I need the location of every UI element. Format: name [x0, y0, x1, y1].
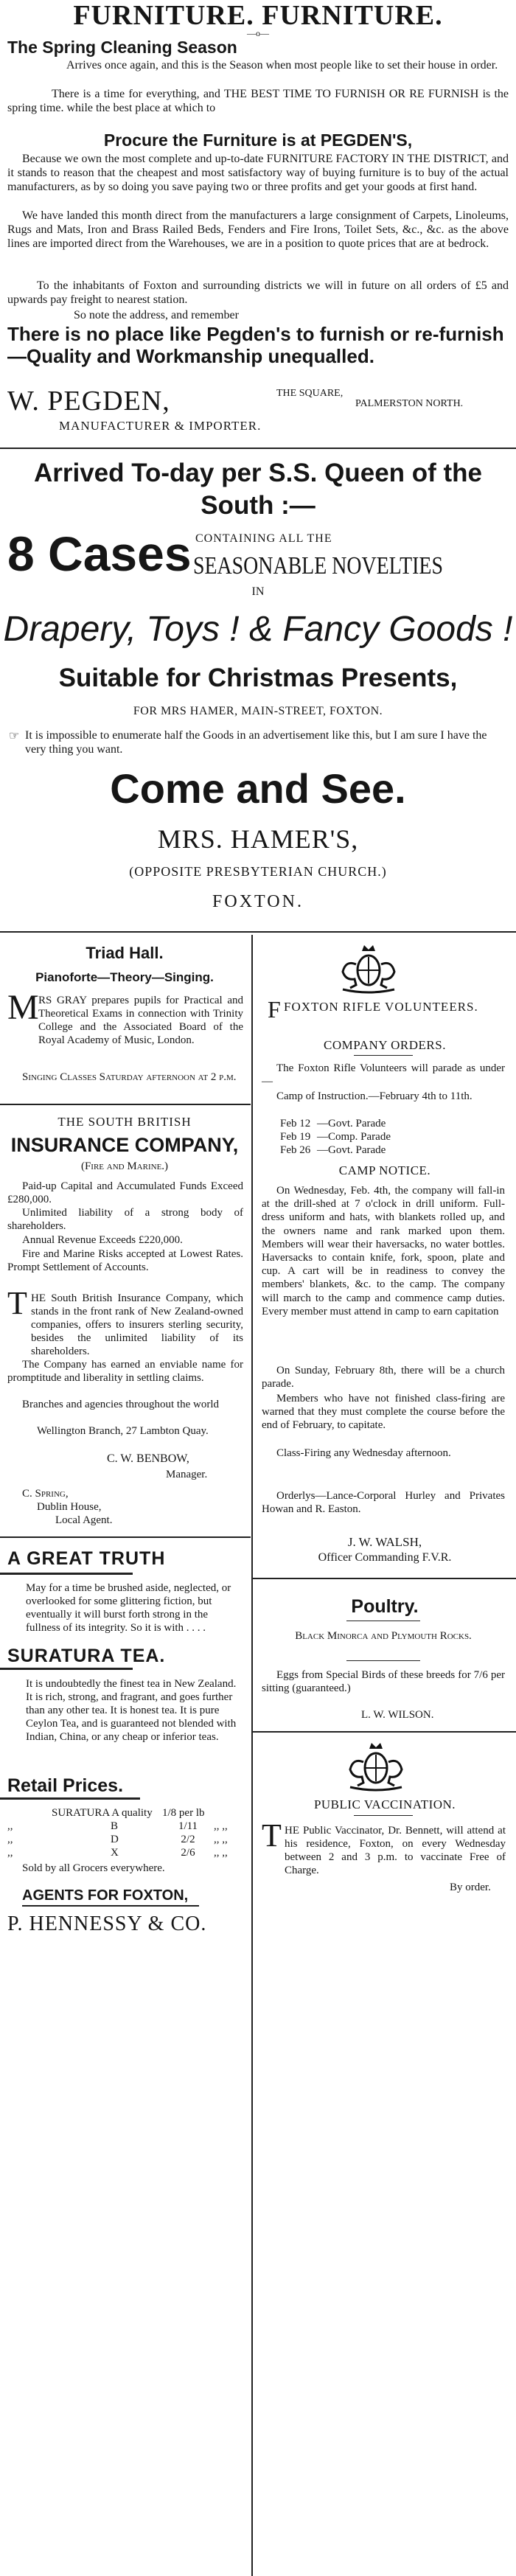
pegden-paragraph-3: Because we own the most complete and up-to-date FURNITURE FACTORY IN THE DISTRICT, and it stands to reason that the cheapest and most satisfactory way of buying furniture is to buy of the actual manufacturers, as by so doing you save paying two or three profits and get your goods at first hand. [7, 153, 509, 193]
tea-retail: Retail Prices. [7, 1775, 124, 1796]
pegden-paragraph-1: Arrives once again, and this is the Season when most people like to set their house in order. [66, 59, 498, 72]
ornament-divider: —o— [247, 28, 269, 38]
hamer-come-and-see: Come and See. [110, 765, 406, 812]
insurance-branch: Wellington Branch, 27 Lambton Quay. [37, 1425, 209, 1437]
price-value: 2/6 [181, 1847, 195, 1859]
rifle-signed: J. W. WALSH, [347, 1535, 422, 1549]
vaccination-body: HE Public Vaccinator, Dr. Bennett, will attend at his residence, Foxton, on every Wednesday between 2 and 3 p.m. to vaccinate Free of Charge. [285, 1825, 506, 1876]
pegden-procure: Procure the Furniture is at PEGDEN'S, [103, 130, 413, 150]
insurance-drop-cap: T [7, 1285, 27, 1321]
poultry-breeds: Black Minorca and Plymouth Rocks. [295, 1630, 472, 1642]
hamer-arrived: Arrived To-day per S.S. Queen of the South :— [33, 459, 483, 520]
pegden-slogan: There is no place like Pegden's to furnish or re-furnish—Quality and Workmanship unequalled. [7, 323, 504, 367]
triad-title: Triad Hall. [86, 944, 164, 962]
ditto-mark: ,, ,, [214, 1847, 228, 1859]
price-name: D [111, 1834, 119, 1845]
divider [0, 448, 516, 449]
insurance-p7: Branches and agencies throughout the world [22, 1399, 220, 1410]
price-row [7, 1833, 243, 1846]
tea-agents: AGENTS FOR FOXTON, [22, 1887, 189, 1904]
rifle-notice-2: On Sunday, February 8th, there will be a church parade. [262, 1365, 505, 1390]
hamer-name: MRS. HAMER'S, [157, 824, 359, 854]
hamer-town: FOXTON. [212, 892, 304, 911]
rifle-notice-3: Members who have not finished class-firing are warned that they must complete the course before the end of February, to capitate. [262, 1393, 505, 1431]
pegden-paragraph-6: So note the address, and remember [74, 309, 239, 321]
insurance-company-line2: INSURANCE COMPANY, [10, 1134, 239, 1156]
insurance-agent-name: C. Spring, [22, 1488, 69, 1500]
pegden-paragraph-4: We have landed this month direct from the manufacturers a large consignment of Carpets, Linoleums, Rugs and Mats, Iron and Brass Railed Beds, Fenders and Fire Irons, Toilet Sets, &c., &c. as the above lines are imported direct from the Warehouses, we are in a position to quote prices that are at bedrock. [7, 209, 509, 250]
divider [354, 1815, 413, 1816]
pegden-subhead: The Spring Cleaning Season [7, 38, 237, 57]
insurance-p1: Paid-up Capital and Accumulated Funds Exceed £280,000. [7, 1180, 243, 1205]
insurance-agent-place: Dublin House, [37, 1501, 102, 1513]
insurance-manager-title: Manager. [166, 1469, 208, 1480]
price-row [7, 1806, 243, 1820]
price-name: SURATURA A quality [52, 1807, 153, 1819]
tea-truth-body: May for a time be brushed aside, neglected, or overlooked for some glittering fiction, but eventually it will burst forth strong in the fullness of its integrity. So it is with . . . . [26, 1582, 231, 1634]
triad-classes: Singing Classes Saturday afternoon at 2 p.m. [22, 1071, 237, 1083]
rifle-drop-cap: F [268, 996, 281, 1023]
divider [253, 1731, 516, 1733]
underline [22, 1905, 199, 1907]
insurance-manager-name: C. W. BENBOW, [107, 1452, 189, 1465]
price-value: 1/8 per lb [162, 1807, 205, 1819]
pegden-paragraph-2: There is a time for everything, and THE BEST TIME TO FURNISH OR RE FURNISH is the spring time. while the best place at which to [7, 88, 509, 114]
insurance-company-line1: THE SOUTH BRITISH [57, 1115, 192, 1129]
ditto-mark: ,, [7, 1847, 13, 1859]
insurance-p5: HE South British Insurance Company, which stands in the front rank of New Zealand-owned companies, offers to insurers sterling security, besides the unlimited liability of its shareholders. [31, 1292, 243, 1357]
divider [0, 1104, 251, 1105]
rifle-notice-1: On Wednesday, Feb. 4th, the company will fall-in at the drill-shed at 7 o'clock in drill uniform. Full-dress uniform and hats, with blankets rolled up, and the owners name and rank marked upon them. Members will wear their haversacks, no water bottles. Haversacks to contain knife, fork, spoon, plate and cup. A cart will be in readiness to convey the members' blankets, &c. to the camp. The company will march to the camp and commence camp duties. Every member must attend in camp to earn capitation [262, 1185, 505, 1317]
price-row [7, 1820, 243, 1833]
rifle-notice-4: Class-Firing any Wednesday afternoon. [276, 1447, 451, 1459]
rifle-officer: Officer Commanding F.V.R. [318, 1551, 452, 1564]
tea-brand: SURATURA TEA. [7, 1646, 166, 1666]
parade-row: Feb 26 — Govt. Parade [280, 1144, 386, 1156]
rifle-intro: The Foxton Rifle Volunteers will parade as under— [262, 1062, 505, 1087]
triad-subtitle: Pianoforte—Theory—Singing. [35, 970, 214, 984]
vaccination-drop-cap: T [262, 1817, 282, 1853]
tea-body: It is undoubtedly the finest tea in New Zealand. It is rich, strong, and fragrant, and goes further than any other tea. It is honest tea. It is pure Ceylon Tea, and is guaranteed not blended with Indian, China, or any cheap or inferior teas. [26, 1678, 237, 1743]
pegden-address-2: PALMERSTON NORTH. [355, 398, 464, 409]
poultry-seller: L. W. WILSON. [361, 1709, 434, 1721]
divider [346, 1660, 420, 1661]
divider [354, 1055, 413, 1056]
rifle-camp-notice: CAMP NOTICE. [338, 1163, 431, 1177]
hamer-novelties: SEASONABLE NOVELTIES [193, 552, 443, 579]
insurance-fire: (Fire and Marine.) [80, 1160, 169, 1172]
hamer-impossible: It is impossible to enumerate half the Goods in an advertisement like this, but I am sure I have the very thing you want. [25, 729, 487, 756]
vaccination-title: PUBLIC VACCINATION. [313, 1797, 456, 1811]
tea-price-table [7, 1806, 243, 1859]
hamer-suitable: Suitable for Christmas Presents, [58, 664, 458, 692]
price-name: B [111, 1820, 119, 1832]
ditto-mark: ,, [7, 1820, 13, 1832]
ditto-mark: ,, ,, [214, 1820, 228, 1832]
divider [0, 1536, 251, 1538]
hamer-for-line: FOR MRS HAMER, MAIN-STREET, FOXTON. [133, 705, 383, 717]
tea-hennessy: P. HENNESSY & CO. [7, 1912, 207, 1935]
insurance-p6: The Company has earned an enviable name for promptitude and liberality in settling claims. [7, 1359, 243, 1384]
pegden-paragraph-5: To the inhabitants of Foxton and surrounding districts we will in future on all orders of £5 and upwards pay freight to nearest station. [7, 279, 509, 306]
rifle-orders: COMPANY ORDERS. [324, 1038, 446, 1052]
triad-drop-cap: M [7, 988, 39, 1027]
underline [0, 1573, 133, 1575]
hamer-drapery: Drapery, Toys ! & Fancy Goods ! [3, 610, 513, 649]
parade-row: Feb 19 — Comp. Parade [280, 1131, 391, 1143]
tea-sold: Sold by all Grocers everywhere. [22, 1862, 165, 1874]
tea-truth: A GREAT TRUTH [7, 1548, 166, 1569]
rifle-orderlies: Orderlys—Lance-Corporal Hurley and Privates Howan and R. Easton. [262, 1490, 505, 1515]
hamer-opposite: (OPPOSITE PRESBYTERIAN CHURCH.) [129, 864, 387, 879]
pegden-name: W. PEGDEN, [7, 386, 170, 417]
hamer-in: IN [251, 585, 265, 598]
royal-crest-icon [343, 1740, 409, 1793]
divider [0, 931, 516, 933]
column-rule [251, 935, 253, 2576]
rifle-camp: Camp of Instruction.—February 4th to 11th. [276, 1090, 473, 1102]
royal-crest-icon [335, 942, 402, 995]
price-value: 2/2 [181, 1834, 195, 1845]
triad-body: RS GRAY prepares pupils for Practical and Theoretical Exams in connection with Trinity College and the Associated Board of the Royal Academy of Music, London. [38, 995, 243, 1046]
hamer-containing: CONTAINING ALL THE [195, 532, 332, 545]
pegden-role: MANUFACTURER & IMPORTER. [59, 419, 262, 433]
poultry-body: Eggs from Special Birds of these breeds for 7/6 per sitting (guaranteed.) [262, 1669, 505, 1694]
rifle-title: FOXTON RIFLE VOLUNTEERS. [284, 1000, 478, 1014]
hamer-cases: 8 Cases [7, 526, 192, 581]
insurance-p3: Annual Revenue Exceeds £220,000. [22, 1234, 183, 1246]
poultry-title: Poultry. [351, 1596, 419, 1617]
price-row [7, 1846, 243, 1859]
underline [0, 1668, 133, 1670]
rifle-parades [280, 1117, 391, 1157]
underline [0, 1797, 140, 1800]
price-name: X [111, 1847, 119, 1859]
ditto-mark: ,, ,, [214, 1834, 228, 1845]
pointing-hand-icon: ☞ [9, 730, 20, 742]
pegden-address-1: THE SQUARE, [276, 388, 344, 399]
insurance-p4: Fire and Marine Risks accepted at Lowest Rates. Prompt Settlement of Accounts. [7, 1248, 243, 1273]
pegden-masthead: FURNITURE. FURNITURE. [73, 0, 443, 31]
divider [253, 1578, 516, 1579]
insurance-p2: Unlimited liability of a strong body of shareholders. [7, 1207, 243, 1232]
parade-row: Feb 12 — Govt. Parade [280, 1118, 386, 1129]
ditto-mark: ,, [7, 1834, 13, 1845]
price-value: 1/11 [178, 1820, 198, 1832]
vaccination-order: By order. [450, 1881, 491, 1893]
insurance-agent-title: Local Agent. [55, 1514, 113, 1526]
